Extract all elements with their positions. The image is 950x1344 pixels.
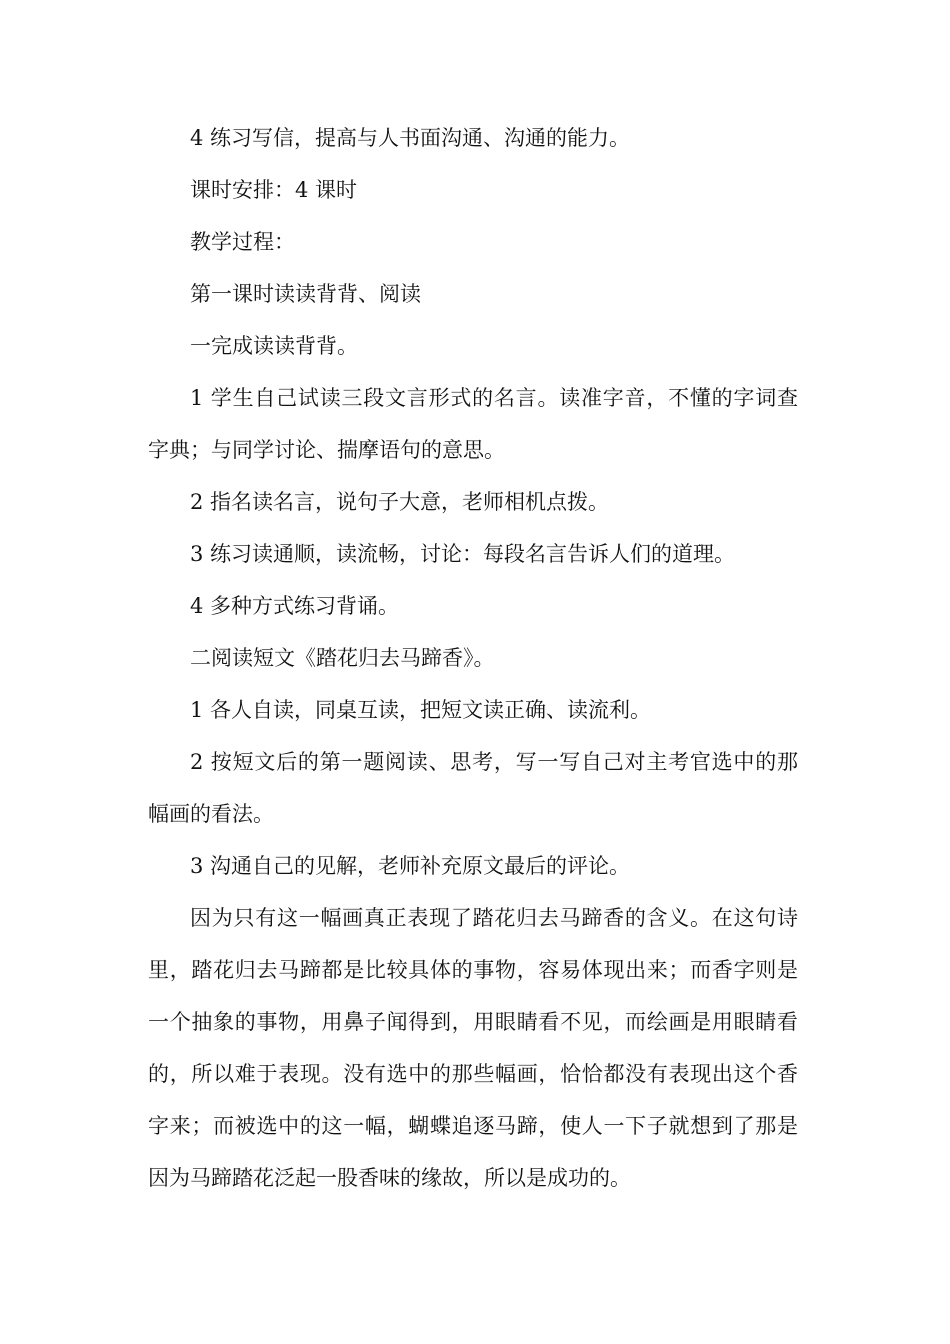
paragraph-objective-4: 4 练习写信，提高与人书面沟通、沟通的能力。 <box>190 126 631 150</box>
paragraph-section-two: 二阅读短文《踏花归去马蹄香》。 <box>190 646 495 670</box>
paragraph-step-4: 4 多种方式练习背诵。 <box>190 594 400 618</box>
paragraph-first-lesson: 第一课时读读背背、阅读 <box>190 282 421 306</box>
paragraph-reading-step-2: 2 按短文后的第一题阅读、思考，写一写自己对主考官选中的那幅画的看法。 <box>148 750 798 826</box>
paragraph-reading-step-3: 3 沟通自己的见解，老师补充原文最后的评论。 <box>190 854 631 878</box>
paragraph-lesson-hours: 课时安排：4 课时 <box>190 178 358 202</box>
paragraph-section-one: 一完成读读背背。 <box>190 334 358 358</box>
document-body <box>148 112 798 1204</box>
paragraph-teaching-process: 教学过程： <box>190 230 295 254</box>
paragraph-step-2: 2 指名读名言，说句子大意，老师相机点拨。 <box>190 490 610 514</box>
paragraph-reading-step-1: 1 各人自读，同桌互读，把短文读正确、读流利。 <box>190 698 652 722</box>
paragraph-commentary: 因为只有这一幅画真正表现了踏花归去马蹄香的含义。在这句诗里，踏花归去马蹄都是比较具体的事物，容易体现出来；而香字则是一个抽象的事物，用鼻子闻得到，用眼睛看不见，而绘画是用眼睛看的，所以难于表现。没有选中的那些幅画，恰恰都没有表现出这个香字来；而被选中的这一幅，蝴蝶追逐马蹄，使人一下子就想到了那是因为马蹄踏花泛起一股香味的缘故，所以是成功的。 <box>148 906 798 1190</box>
paragraph-step-1: 1 学生自己试读三段文言形式的名言。读准字音，不懂的字词查字典；与同学讨论、揣摩语句的意思。 <box>148 386 798 462</box>
paragraph-step-3: 3 练习读通顺，读流畅，讨论：每段名言告诉人们的道理。 <box>190 542 736 566</box>
